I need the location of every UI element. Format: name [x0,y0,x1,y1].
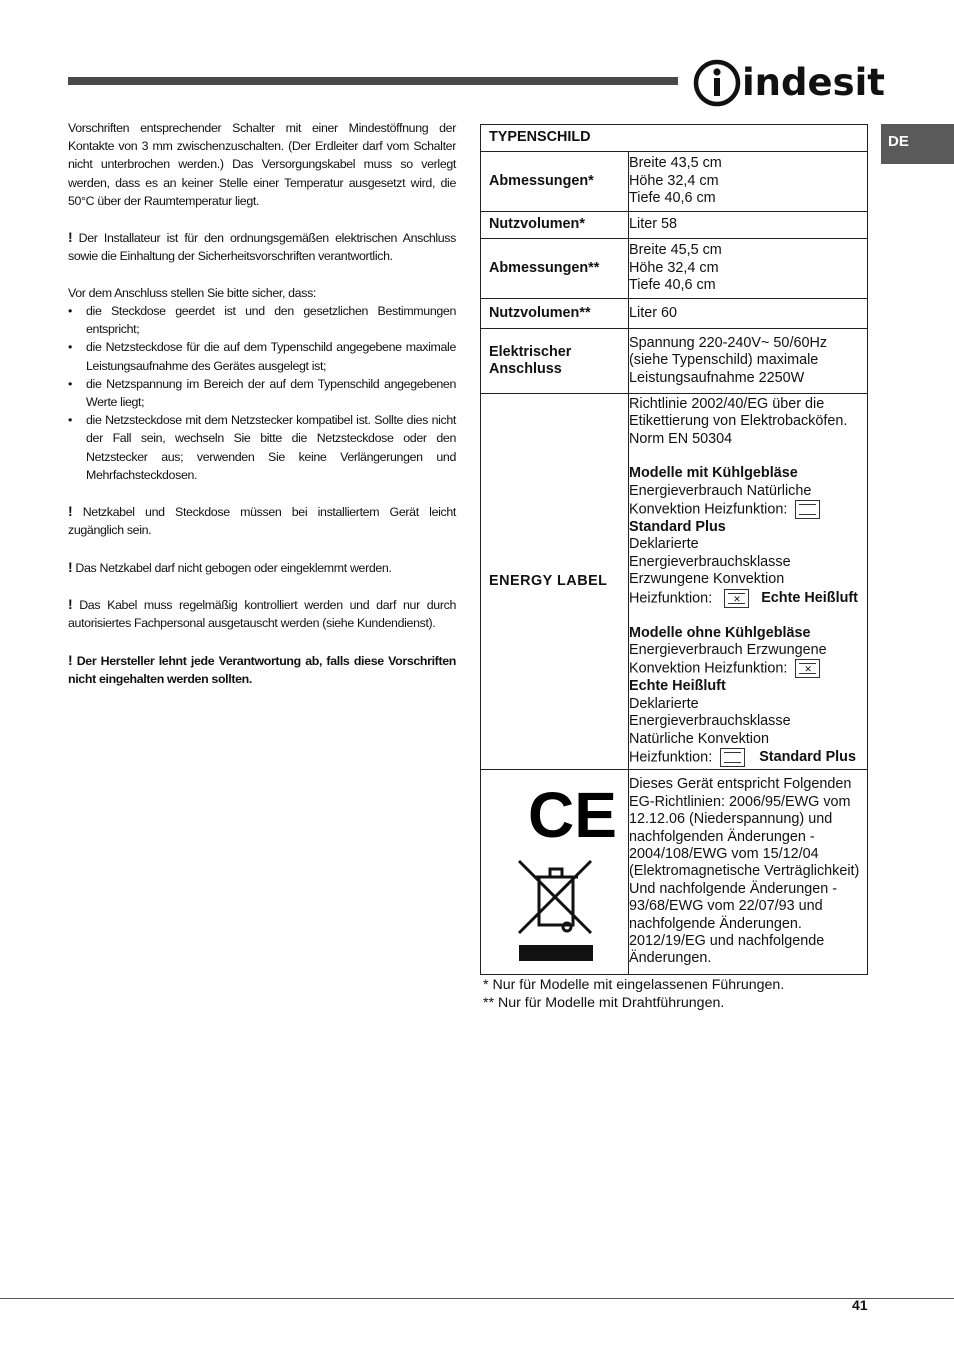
table-row [481,152,868,212]
warning-mark: ! [68,651,73,668]
warning-mark: ! [68,229,73,246]
conformity-text [629,770,868,975]
warning-mark: ! [68,503,73,520]
indesit-logo [693,58,885,108]
value-line: Deklarierte [629,695,699,712]
value-line: 2004/108/EWG vom 15/12/04 [629,845,819,862]
paragraph-text: Netzkabel und Steckdose müssen bei installiertem Gerät leicht zugänglich sein. [68,505,457,538]
value-line: Änderungen. [629,950,712,967]
value-line: Höhe 32,4 cm [629,172,719,189]
table-row [481,239,868,299]
oven-fan-icon: ✕ [724,589,749,608]
paragraph [68,228,456,265]
footer-rule [0,1298,954,1299]
paragraph [68,558,456,577]
value-line: Leistungsaufnahme 2250W [629,369,805,386]
value-line: (siehe Typenschild) maximale [629,352,819,369]
table-row-conformity [481,770,868,975]
paragraph-text: Das Netzkabel darf nicht gebogen oder eingeklemmt werden. [75,560,392,575]
row-value: Liter 58 [629,212,868,239]
table-title: TYPENSCHILD [481,125,868,152]
list-item: • die Netzsteckdose mit dem Netzstecker kompatibel ist. Sollte dies nicht der Fall sein, wechseln Sie bitte die Netzsteckdose oder den Netzstecker aus; verwenden Sie keine Verlängerungen und Mehrfachsteckdosen. [68,411,456,484]
row-label: Abmessungen** [481,239,629,299]
conformity-marks [481,770,629,975]
value-line: (Elektromagnetische Verträglichkeit) [629,863,860,880]
oven-fan-icon: ✕ [795,659,820,678]
oven-static-icon [720,748,745,767]
warning-mark: ! [68,596,73,613]
header-bar [68,77,678,85]
value-text: Konvektion Heizfunktion: [629,660,788,677]
value-text: Heizfunktion: [629,589,713,606]
table-row [481,299,868,329]
table-row [481,329,868,394]
paragraph [68,651,456,688]
energy-label-value [629,394,868,770]
row-label: Abmessungen* [481,152,629,212]
paragraph [68,595,456,632]
paragraph-text: Der Hersteller lehnt jede Verantwortung ab, falls diese Vorschriften nicht eingehalten werden sollten. [68,653,456,686]
table-row [481,212,868,239]
oven-static-icon [795,500,820,519]
value-text: Heizfunktion: [629,749,713,766]
language-tab: DE [881,124,954,164]
footnote: ** Nur für Modelle mit Drahtführungen. [483,995,725,1011]
table-row-energy-label [481,394,868,770]
value-line: Deklarierte [629,536,699,553]
row-label: Nutzvolumen** [481,299,629,329]
page-number: 41 [852,1297,868,1313]
list-item: • die Netzspannung im Bereich der auf dem Typenschild angegebenen Werte liegt; [68,375,456,411]
value-line: Etikettierung von Elektrobacköfen. [629,413,848,430]
value-line [629,500,867,519]
row-label: Nutzvolumen* [481,212,629,239]
value-line: Tiefe 40,6 cm [629,190,716,207]
ce-mark: CE [527,778,617,851]
paragraph: Vorschriften entsprechender Schalter mit einer Mindestöffnung der Kontakte von 3 mm zwischenzuschalten. (Der Erdleiter darf vom Schalter nicht unterbrochen werden.) Das Versorgungskabel muss so verlegt werden, dass es an keiner Stelle einer Temperatur ausgesetzt wird, die 50°C über der Raumtemperatur liegt. [68,121,456,208]
footnote: * Nur für Modelle mit eingelassenen Führungen. [483,977,785,993]
value-line: Und nachfolgende Änderungen - [629,880,838,897]
value-line [629,748,867,767]
footnotes [483,976,784,1012]
value-line: Natürliche Konvektion [629,730,769,747]
installation-text [68,119,456,706]
value-line: nachfolgende Änderungen. [629,915,802,932]
rating-plate-table [480,124,868,975]
value-line: Spannung 220-240V~ 50/60Hz [629,334,828,351]
list-item: • die Netzsteckdose für die auf dem Typenschild angegebene maximale Leistungsaufnahme des Gerätes ausgelegt ist; [68,338,456,374]
paragraph-text: Das Kabel muss regelmäßig kontrolliert werden und darf nur durch autorisiertes Fachpersonal ausgetauscht werden (siehe Kundendienst). [68,598,456,631]
value-line: Erzwungene Konvektion [629,571,785,588]
section-title: Modelle ohne Kühlgebläse [629,624,811,641]
row-label: Elektrischer Anschluss [481,329,629,394]
wheelie-bin-crossed-icon [519,861,591,933]
value-line [629,589,867,608]
value-line: Standard Plus [629,519,726,536]
value-line: Energieverbrauch Natürliche [629,482,812,499]
row-value [629,329,868,394]
section-title: Modelle mit Kühlgebläse [629,465,798,482]
paragraph-intro: Vor dem Anschluss stellen Sie bitte sicher, dass: [68,285,317,300]
value-line: 2012/19/EG und nachfolgende [629,933,825,950]
value-line: 93/68/EWG vom 22/07/93 und [629,898,823,915]
paragraph [68,502,456,539]
value-line: Breite 43,5 cm [629,155,722,172]
value-line: Tiefe 40,6 cm [629,277,716,294]
value-line: EG-Richtlinien: 2006/95/EWG vom [629,793,851,810]
logo-wordmark: indesit [742,61,885,104]
value-text: Standard Plus [759,749,856,766]
value-line: Richtlinie 2002/40/EG über die [629,396,825,412]
row-label: ENERGY LABEL [481,394,629,770]
value-line: nachfolgenden Änderungen - [629,828,815,845]
value-line: Breite 45,5 cm [629,242,722,259]
value-line: Energieverbrauch Erzwungene [629,642,827,659]
value-text: Konvektion Heizfunktion: [629,501,788,518]
logo-i-icon [693,58,741,108]
value-line: Dieses Gerät entspricht Folgenden [629,776,852,793]
value-text: Echte Heißluft [761,589,858,606]
row-value [629,152,868,212]
value-line [629,659,867,678]
row-value [629,239,868,299]
value-line: Höhe 32,4 cm [629,259,719,276]
value-line: Echte Heißluft [629,678,726,695]
value-line: Energieverbrauchsklasse [629,553,791,570]
value-line: 12.12.06 (Niederspannung) und [629,811,833,828]
ce-weee-icon [505,777,617,962]
list-item: • die Steckdose geerdet ist und den gesetzlichen Bestimmungen entspricht; [68,302,456,338]
checklist [68,302,456,484]
warning-mark: ! [68,558,73,575]
paragraph-text: Der Installateur ist für den ordnungsgemäßen elektrischen Anschluss sowie die Einhaltung der Sicherheitsvorschriften verantwortlich. [68,231,457,264]
value-line: Norm EN 50304 [629,430,733,447]
value-line: Energieverbrauchsklasse [629,713,791,730]
row-value: Liter 60 [629,299,868,329]
